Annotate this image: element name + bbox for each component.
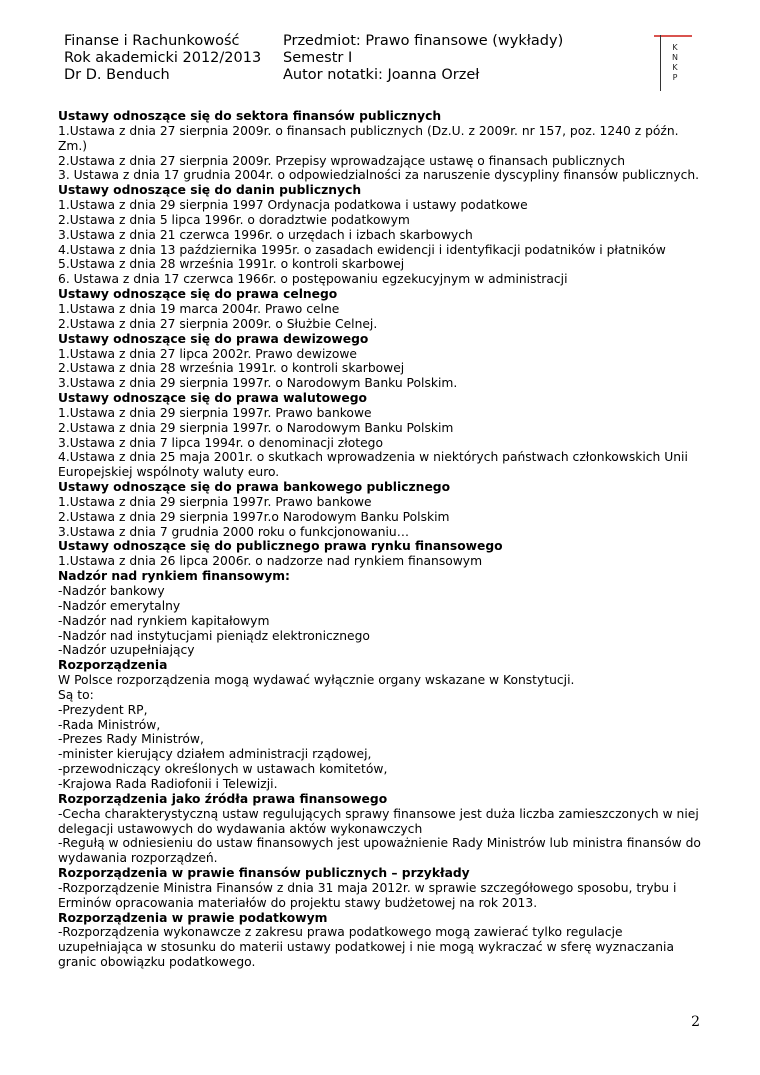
body-line: 6. Ustawa z dnia 17 czerwca 1966r. o postępowaniu egzekucyjnym w administracji <box>58 272 568 287</box>
header-subject: Przedmiot: Prawo finansowe (wykłady) <box>283 33 564 49</box>
body-line: 2.Ustawa z dnia 27 sierpnia 2009r. o Służbie Celnej. <box>58 316 378 331</box>
section-heading: Ustawy odnoszące się do prawa bankowego publicznego <box>58 480 451 495</box>
header-academic-year: Rok akademicki 2012/2013 <box>64 50 262 66</box>
body-line: 1.Ustawa z dnia 29 sierpnia 1997r. Prawo bankowe <box>58 494 372 509</box>
body-line: 1.Ustawa z dnia 29 sierpnia 1997 Ordynacja podatkowa i ustawy podatkowe <box>58 198 528 213</box>
body-line: 1.Ustawa z dnia 19 marca 2004r. Prawo celne <box>58 301 340 316</box>
section-heading: Rozporządzenia jako źródła prawa finansowego <box>58 791 388 806</box>
body-line: 1.Ustawa z dnia 27 sierpnia 2009r. o finansach publicznych (Dz.U. z 2009r. nr 157, poz. 1240 z późn. Zm.) <box>58 123 679 153</box>
page-number: 2 <box>691 1014 700 1030</box>
body-line: 1.Ustawa z dnia 26 lipca 2006r. o nadzorze nad rynkiem finansowym <box>58 554 483 569</box>
body-line: 5.Ustawa z dnia 28 września 1991r. o kontroli skarbowej <box>58 257 405 272</box>
section-heading: Ustawy odnoszące się do sektora finansów publicznych <box>58 109 442 123</box>
body-line: Są to: <box>58 687 94 702</box>
body-line: -Prezes Rady Ministrów, <box>58 732 204 747</box>
body-line: -minister kierujący działem administracji rządowej, <box>58 747 372 762</box>
body-line: W Polsce rozporządzenia mogą wydawać wyłącznie organy wskazane w Konstytucji. <box>58 673 575 688</box>
header-field: Finanse i Rachunkowość <box>64 33 240 49</box>
header-course-info <box>64 33 261 84</box>
body-line: -Nadzór nad instytucjami pieniądz elektronicznego <box>58 628 370 643</box>
body-line: -Rozporządzenia wykonawcze z zakresu prawa podatkowego mogą zawierać tylko regulacje uzupełniająca w stosunku do materii ustawy podatkowej i nie mogą wykraczać w sferę wyznaczania granic obowiązku podatkowego. <box>58 925 674 970</box>
section-heading: Ustawy odnoszące się do prawa dewizowego <box>58 331 369 346</box>
section-heading: Rozporządzenia <box>58 658 168 673</box>
knkp-logo <box>654 35 692 91</box>
header-author: Autor notatki: Joanna Orzeł <box>283 67 480 83</box>
body-line: 1.Ustawa z dnia 27 lipca 2002r. Prawo dewizowe <box>58 346 357 361</box>
body-line: -Nadzór nad rynkiem kapitałowym <box>58 613 270 628</box>
body-line: -Rozporządzenie Ministra Finansów z dnia 31 maja 2012r. w sprawie szczegółowego sposobu, trybu i Erminów opracowania materiałów do projektu stawy budżetowej na rok 2013. <box>58 880 677 910</box>
body-line: 4.Ustawa z dnia 25 maja 2001r. o skutkach wprowadzenia w niektórych państwach członkowskich Unii Europejskiej wspólnoty waluty euro. <box>58 450 688 480</box>
body-line: 3.Ustawa z dnia 21 czerwca 1996r. o urzędach i izbach skarbowych <box>58 227 473 242</box>
header-lecturer: Dr D. Benduch <box>64 67 170 83</box>
body-line: 3.Ustawa z dnia 29 sierpnia 1997r. o Narodowym Banku Polskim. <box>58 376 458 391</box>
logo-letters <box>672 43 678 83</box>
body-line: -Cecha charakterystyczną ustaw regulujących sprawy finansowe jest duża liczba zamieszczonych w niej delegacji ustawowych do wydawania aktów wykonawczych <box>58 806 699 836</box>
body-line: -Nadzór uzupełniający <box>58 643 195 658</box>
body-line: -Prezydent RP, <box>58 702 148 717</box>
header-semester: Semestr I <box>283 50 353 66</box>
body-line: -Regułą w odniesieniu do ustaw finansowych jest upoważnienie Rady Ministrów lub ministra finansów do wydawania rozporządzeń. <box>58 836 701 866</box>
document-body <box>58 109 706 970</box>
body-line: -Rada Ministrów, <box>58 717 161 732</box>
body-line: -przewodniczący określonych w ustawach komitetów, <box>58 762 388 777</box>
body-line: 2.Ustawa z dnia 27 sierpnia 2009r. Przepisy wprowadzające ustawę o finansach publicznych <box>58 153 626 168</box>
logo-vertical-line <box>660 35 661 91</box>
logo-letter: N <box>672 53 678 62</box>
body-line: 3.Ustawa z dnia 7 lipca 1994r. o denominacji złotego <box>58 435 383 450</box>
body-line: -Krajowa Rada Radiofonii i Telewizji. <box>58 776 278 791</box>
body-line: 2.Ustawa z dnia 28 września 1991r. o kontroli skarbowej <box>58 361 405 376</box>
body-line: 2.Ustawa z dnia 29 sierpnia 1997r. o Narodowym Banku Polskim <box>58 420 454 435</box>
body-line: 4.Ustawa z dnia 13 października 1995r. o zasadach ewidencji i identyfikacji podatników i płatników <box>58 242 666 257</box>
logo-letter: P <box>672 73 678 82</box>
logo-letter: K <box>672 63 678 72</box>
logo-letter: K <box>672 43 678 52</box>
body-line: 2.Ustawa z dnia 5 lipca 1996r. o doradztwie podatkowym <box>58 212 410 227</box>
section-heading: Ustawy odnoszące się do publicznego prawa rynku finansowego <box>58 539 503 554</box>
header-subject-info <box>283 33 563 84</box>
section-heading: Ustawy odnoszące się do prawa celnego <box>58 287 338 302</box>
body-line: 2.Ustawa z dnia 29 sierpnia 1997r.o Narodowym Banku Polskim <box>58 509 450 524</box>
body-line: -Nadzór emerytalny <box>58 598 181 613</box>
body-line: 3. Ustawa z dnia 17 grudnia 2004r. o odpowiedzialności za naruszenie dyscypliny finansów publicznych. <box>58 168 700 183</box>
section-heading: Rozporządzenia w prawie finansów publicznych – przykłady <box>58 866 470 881</box>
page-header <box>0 33 760 93</box>
section-heading: Ustawy odnoszące się do prawa walutowego <box>58 391 367 406</box>
section-heading: Rozporządzenia w prawie podatkowym <box>58 910 328 925</box>
section-heading: Nadzór nad rynkiem finansowym: <box>58 569 290 584</box>
section-heading: Ustawy odnoszące się do danin publicznych <box>58 183 362 198</box>
body-line: -Nadzór bankowy <box>58 584 165 598</box>
body-line: 1.Ustawa z dnia 29 sierpnia 1997r. Prawo bankowe <box>58 405 372 420</box>
body-line: 3.Ustawa z dnia 7 grudnia 2000 roku o funkcjonowaniu… <box>58 524 410 539</box>
